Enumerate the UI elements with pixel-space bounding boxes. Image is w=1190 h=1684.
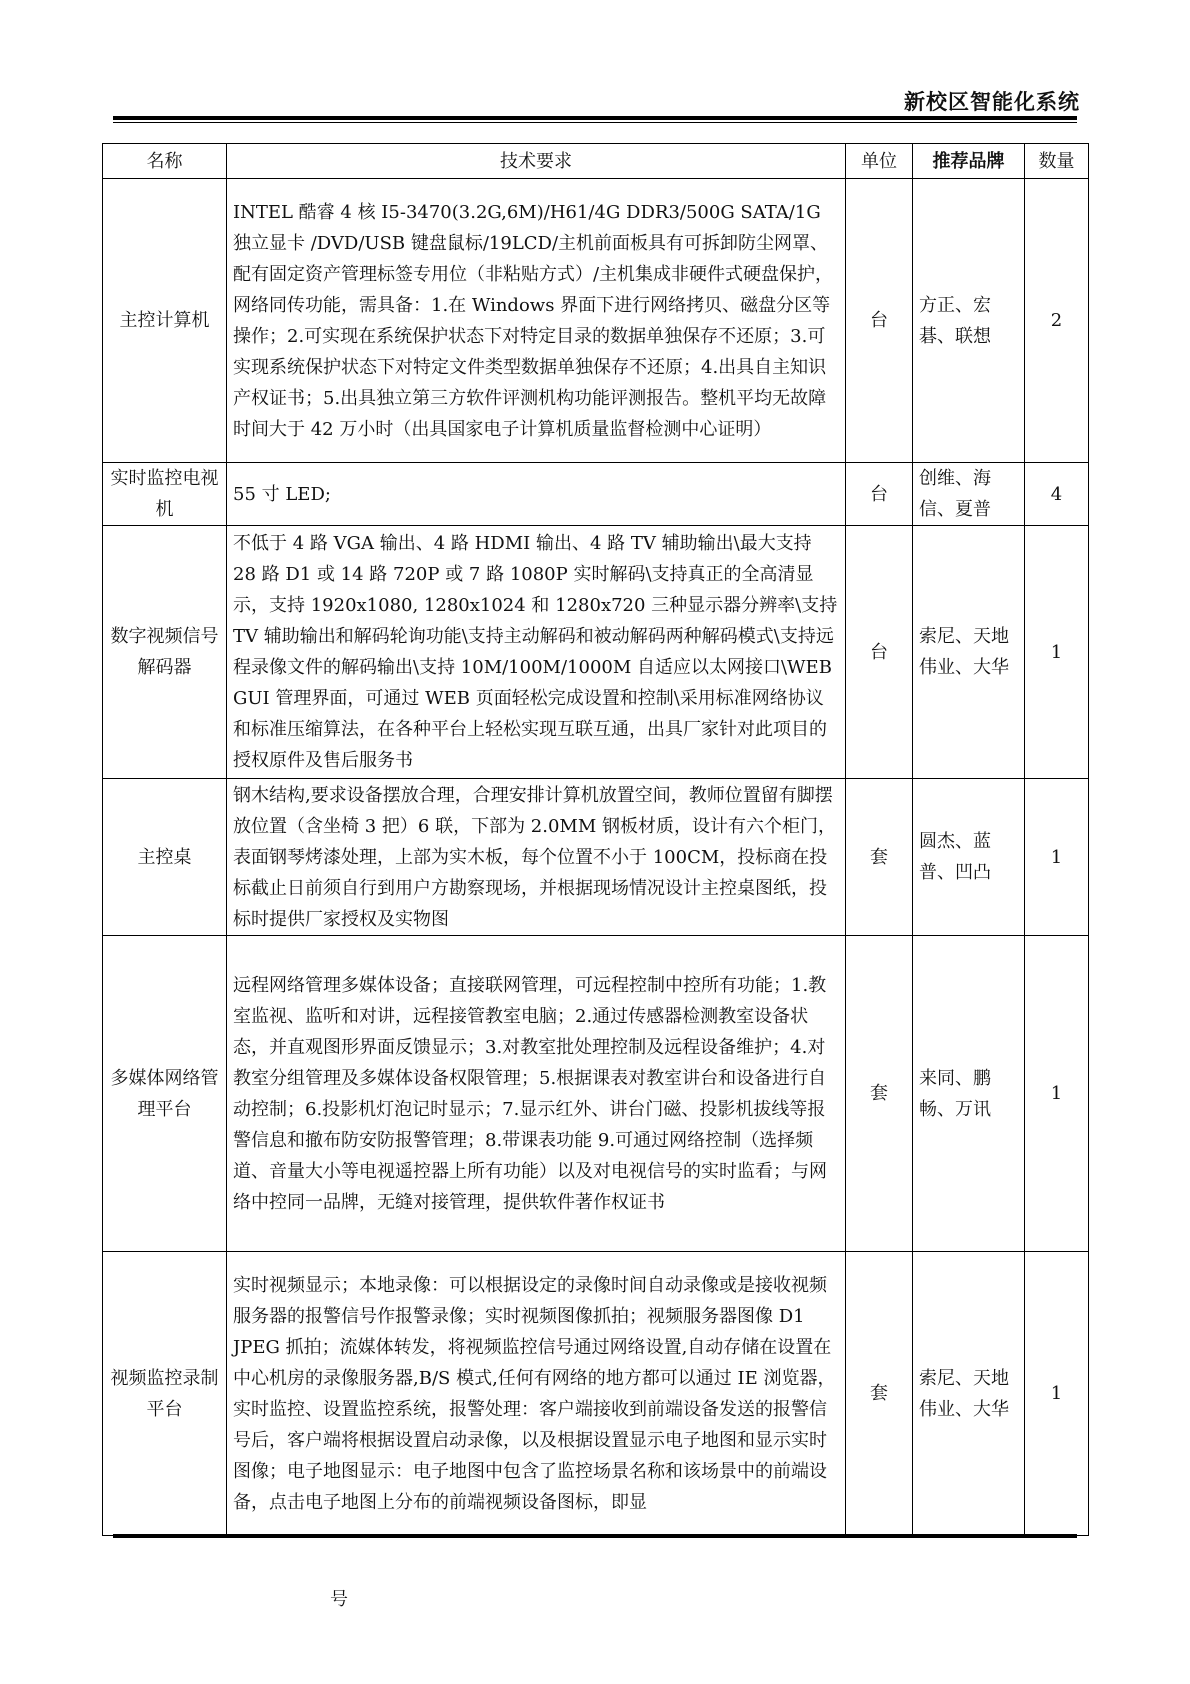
item-brand: 方正、宏碁、联想 bbox=[913, 179, 1025, 463]
item-unit: 台 bbox=[846, 179, 913, 463]
item-name: 多媒体网络管理平台 bbox=[103, 936, 227, 1252]
item-unit: 台 bbox=[846, 526, 913, 779]
table-row bbox=[103, 463, 1089, 526]
table-row bbox=[103, 936, 1089, 1252]
item-brand: 索尼、天地伟业、大华 bbox=[913, 526, 1025, 779]
document-header-title: 新校区智能化系统 bbox=[904, 90, 1080, 114]
equipment-spec-table bbox=[102, 143, 1089, 1536]
item-qty: 1 bbox=[1025, 526, 1089, 779]
item-name: 主控桌 bbox=[103, 779, 227, 936]
item-name: 数字视频信号解码器 bbox=[103, 526, 227, 779]
item-qty: 1 bbox=[1025, 779, 1089, 936]
item-brand: 创维、海信、夏普 bbox=[913, 463, 1025, 526]
table-header-row bbox=[103, 144, 1089, 179]
item-unit: 套 bbox=[846, 779, 913, 936]
header-rule-thick bbox=[113, 116, 1077, 120]
footer-rule-thick bbox=[113, 1534, 1077, 1538]
item-brand: 索尼、天地伟业、大华 bbox=[913, 1252, 1025, 1536]
item-name: 视频监控录制平台 bbox=[103, 1252, 227, 1536]
item-requirement: 远程网络管理多媒体设备；直接联网管理，可远程控制中控所有功能；1.教室监视、监听和对讲，远程接管教室电脑；2.通过传感器检测教室设备状态，并直观图形界面反馈显示；3.对教室批处理控制及远程设备维护；4.对教室分组管理及多媒体设备权限管理；5.根据课表对教室讲台和设备进行自动控制；6.投影机灯泡记时显示；7.显示红外、讲台门磁、投影机拔线等报警信息和撤布防安防报警管理；8.带课表功能 9.可通过网络控制（选择频道、音量大小等电视遥控器上所有功能）以及对电视信号的实时监看；与网络中控同一品牌，无缝对接管理，提供软件著作权证书 bbox=[227, 936, 846, 1252]
item-name: 主控计算机 bbox=[103, 179, 227, 463]
item-requirement: INTEL 酷睿 4 核 I5-3470(3.2G,6M)/H61/4G DDR3/500G SATA/1G 独立显卡 /DVD/USB 键盘鼠标/19LCD/主机前面板具有可拆卸防尘网罩、配有固定资产管理标签专用位（非粘贴方式）/主机集成非硬件式硬盘保护，网络同传功能，需具备：1.在 Windows 界面下进行网络拷贝、磁盘分区等操作；2.可实现在系统保护状态下对特定目录的数据单独保存不还原；3.可实现系统保护状态下对特定文件类型数据单独保存不还原；4.出具自主知识产权证书；5.出具独立第三方软件评测机构功能评测报告。整机平均无故障时间大于 42 万小时（出具国家电子计算机质量监督检测中心证明） bbox=[227, 179, 846, 463]
item-unit: 套 bbox=[846, 936, 913, 1252]
item-requirement: 钢木结构,要求设备摆放合理，合理安排计算机放置空间，教师位置留有脚摆放位置（含坐椅 3 把）6 联，下部为 2.0MM 钢板材质，设计有六个柜门，表面钢琴烤漆处理，上部为实木板，每个位置不小于 100CM，投标商在投标截止日前须自行到用户方勘察现场，并根据现场情况设计主控桌图纸，投标时提供厂家授权及实物图 bbox=[227, 779, 846, 936]
item-requirement: 实时视频显示；本地录像：可以根据设定的录像时间自动录像或是接收视频服务器的报警信号作报警录像；实时视频图像抓拍；视频服务器图像 D1 JPEG 抓拍；流媒体转发，将视频监控信号通过网络设置,自动存储在设置在中心机房的录像服务器,B/S 模式,任何有网络的地方都可以通过 IE 浏览器，实时监控、设置监控系统，报警处理：客户端接收到前端设备发送的报警信号后，客户端将根据设置启动录像，以及根据设置显示电子地图和显示实时图像；电子地图显示：电子地图中包含了监控场景名称和该场景中的前端设备，点击电子地图上分布的前端视频设备图标，即显 bbox=[227, 1252, 846, 1536]
table-row bbox=[103, 179, 1089, 463]
item-requirement: 55 寸 LED; bbox=[227, 463, 846, 526]
item-qty: 2 bbox=[1025, 179, 1089, 463]
column-header-unit: 单位 bbox=[846, 144, 913, 179]
item-brand: 圆杰、蓝普、凹凸 bbox=[913, 779, 1025, 936]
item-qty: 1 bbox=[1025, 1252, 1089, 1536]
footer-page-mark: 号 bbox=[330, 1589, 348, 1610]
table-row bbox=[103, 779, 1089, 936]
column-header-requirement: 技术要求 bbox=[227, 144, 846, 179]
column-header-name: 名称 bbox=[103, 144, 227, 179]
item-brand: 来同、鹏畅、万讯 bbox=[913, 936, 1025, 1252]
header-rule-thin bbox=[113, 122, 1077, 123]
item-name: 实时监控电视机 bbox=[103, 463, 227, 526]
item-unit: 台 bbox=[846, 463, 913, 526]
item-requirement: 不低于 4 路 VGA 输出、4 路 HDMI 输出、4 路 TV 辅助输出\最大支持 28 路 D1 或 14 路 720P 或 7 路 1080P 实时解码\支持真正的全高清显示，支持 1920x1080, 1280x1024 和 1280x720 三种显示器分辨率\支持 TV 辅助输出和解码轮询功能\支持主动解码和被动解码两种解码模式\支持远程录像文件的解码输出\支持 10M/100M/1000M 自适应以太网接口\WEB GUI 管理界面，可通过 WEB 页面轻松完成设置和控制\采用标准网络协议和标准压缩算法，在各种平台上轻松实现互联互通，出具厂家针对此项目的授权原件及售后服务书 bbox=[227, 526, 846, 779]
column-header-qty: 数量 bbox=[1025, 144, 1089, 179]
item-unit: 套 bbox=[846, 1252, 913, 1536]
column-header-brand: 推荐品牌 bbox=[913, 144, 1025, 179]
table-row bbox=[103, 1252, 1089, 1536]
item-qty: 1 bbox=[1025, 936, 1089, 1252]
item-qty: 4 bbox=[1025, 463, 1089, 526]
table-row bbox=[103, 526, 1089, 779]
